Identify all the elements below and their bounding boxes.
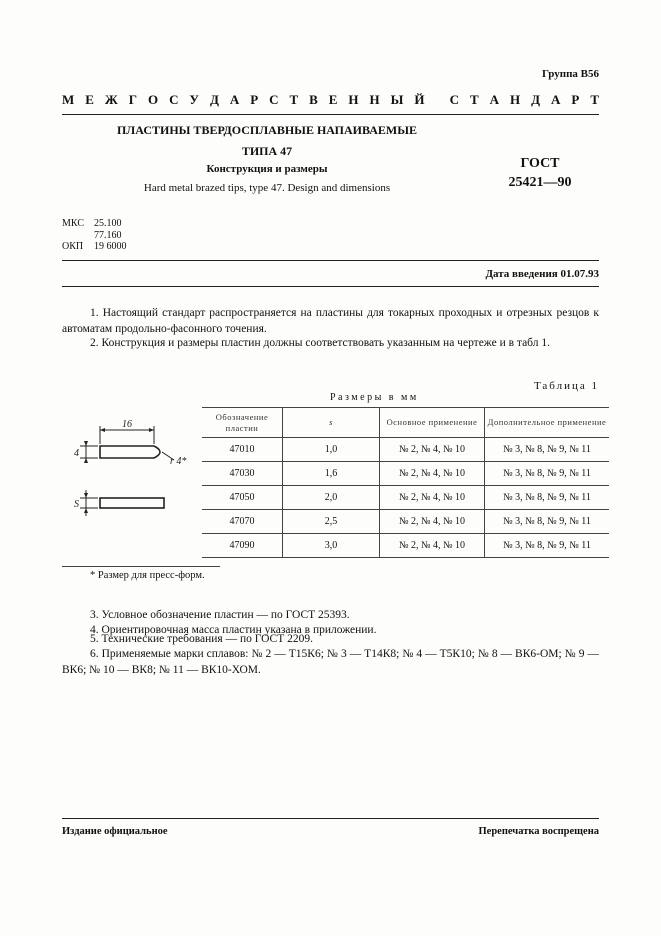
table-cell: № 3, № 8, № 9, № 11	[485, 438, 610, 462]
okp-code: 19 6000	[94, 241, 127, 252]
arrow-head	[84, 508, 88, 513]
table-cell: № 2, № 4, № 10	[380, 438, 485, 462]
table-cell: 47070	[202, 510, 283, 534]
banner-letter: Ж	[104, 92, 118, 107]
banner-letter: С	[269, 92, 279, 107]
table-cell: № 2, № 4, № 10	[380, 510, 485, 534]
document-title-english: Hard metal brazed tips, type 47. Design and dimensions	[143, 182, 391, 194]
document-title-type: ТИПА 47	[241, 144, 293, 158]
paragraph-4: 4. Ориентировочная масса пластин указана в приложении.	[90, 624, 377, 636]
banner-letter: В	[309, 92, 318, 107]
table-cell: № 3, № 8, № 9, № 11	[485, 486, 610, 510]
table-cell: 1,6	[283, 462, 380, 486]
banner-letter: Т	[470, 92, 479, 107]
table-row	[202, 438, 609, 462]
banner-letter: Е	[328, 92, 338, 107]
banner-letter: Е	[85, 92, 94, 107]
document-subtitle: Конструкция и размеры	[206, 163, 328, 175]
banner-letter: Н	[510, 92, 521, 107]
dim-width-label: 4	[74, 448, 79, 459]
table-units: Размеры в мм	[330, 392, 419, 403]
gost-label: ГОСТ	[520, 156, 560, 171]
table-cell: 47050	[202, 486, 283, 510]
banner-letter: А	[551, 92, 561, 107]
banner-letter	[435, 92, 438, 108]
arrow-head	[84, 458, 88, 463]
banner-letter: У	[189, 92, 199, 107]
table-cell: 47090	[202, 534, 283, 558]
dim-thickness-label: S	[74, 499, 79, 510]
table-cell: № 2, № 4, № 10	[380, 534, 485, 558]
okp-label: ОКП	[62, 241, 84, 252]
group-label: Группа В56	[541, 68, 599, 80]
header-designation: Обозначение пластин	[202, 408, 283, 438]
banner-letter: М	[62, 92, 75, 107]
tip-drawing	[62, 416, 197, 526]
table-cell: 2,5	[283, 510, 380, 534]
date-rule	[62, 260, 599, 261]
table-cell: № 2, № 4, № 10	[380, 486, 485, 510]
table-header-row	[202, 408, 609, 438]
classification-codes	[62, 218, 127, 253]
footnote: * Размер для пресс-форм.	[90, 570, 205, 581]
paragraph-1: 1. Настоящий стандарт распространяется на пластины для токарных проходных и отрезных резцов к автоматам продольно-фасонного точения.	[62, 307, 599, 335]
footer-official-edition: Издание официальное	[62, 826, 168, 837]
paragraph-5: 5. Технические требования — по ГОСТ 2209.	[90, 633, 313, 645]
footer-rule	[62, 818, 599, 819]
table-cell: № 2, № 4, № 10	[380, 462, 485, 486]
dim-length-label: 16	[122, 419, 132, 430]
table-row	[202, 486, 609, 510]
table-row	[202, 462, 609, 486]
table-cell: 1,0	[283, 438, 380, 462]
table-cell: № 3, № 8, № 9, № 11	[485, 462, 610, 486]
banner-letter: Ы	[390, 92, 404, 107]
table-cell: № 3, № 8, № 9, № 11	[485, 534, 610, 558]
header-main-use: Основное применение	[380, 408, 485, 438]
banner-letter: Г	[128, 92, 137, 107]
arrow-head	[84, 441, 88, 446]
banner-letter: Д	[531, 92, 541, 107]
footer-reprint-prohibited: Перепечатка воспрещена	[478, 826, 599, 837]
table-cell: 3,0	[283, 534, 380, 558]
banner-letter: Т	[289, 92, 299, 107]
gost-number: 25421—90	[508, 175, 572, 190]
banner-letter: О	[147, 92, 159, 107]
arrow-head	[149, 428, 154, 432]
banner-letter: Р	[571, 92, 580, 107]
banner-letter: Й	[414, 92, 425, 107]
banner-letter: Р	[250, 92, 259, 107]
introduction-date: Дата введения 01.07.93	[485, 268, 599, 280]
document-title: ПЛАСТИНЫ ТВЕРДОСПЛАВНЫЕ НАПАИВАЕМЫЕ	[116, 123, 418, 137]
paragraph-2: 2. Конструкция и размеры пластин должны соответствовать указанным на чертеже и в табл 1.	[90, 337, 550, 349]
table-caption: Таблица 1	[533, 380, 599, 392]
table-row	[202, 510, 609, 534]
arrow-head	[100, 428, 105, 432]
table-row	[202, 534, 609, 558]
dim-radius-label: r 4*	[170, 456, 187, 467]
mks-label: МКС	[62, 218, 84, 229]
arrow-head	[84, 493, 88, 498]
header-extra-use: Дополнительное применение	[485, 408, 610, 438]
table-cell: 2,0	[283, 486, 380, 510]
mks-code: 77.160	[94, 229, 122, 241]
date-rule-bottom	[62, 286, 599, 287]
table-cell: № 3, № 8, № 9, № 11	[485, 510, 610, 534]
banner-letter: С	[449, 92, 460, 107]
banner-letter: С	[169, 92, 179, 107]
banner-letter: А	[229, 92, 240, 107]
tip-top-view	[100, 446, 160, 458]
interstate-standard-banner	[62, 92, 599, 108]
dimensions-table	[202, 407, 609, 558]
table-cell: 47030	[202, 462, 283, 486]
paragraph-3: 3. Условное обозначение пластин — по ГОСТ 25393.	[90, 609, 350, 621]
banner-letter: Т	[590, 92, 599, 107]
banner-letter: Н	[348, 92, 359, 107]
header-s: s	[283, 408, 380, 438]
table-cell: 47010	[202, 438, 283, 462]
footnote-rule	[62, 566, 220, 567]
banner-letter: А	[489, 92, 500, 107]
mks-code: 25.100	[94, 218, 122, 229]
tip-side-view	[100, 498, 164, 508]
banner-letter: Н	[369, 92, 380, 107]
banner-letter: Д	[209, 92, 219, 107]
paragraph-6: 6. Применяемые марки сплавов: № 2 — Т15К6; № 3 — Т14К8; № 4 — Т5К10; № 8 — ВК6-ОМ; № 9 — ВК6; № 10 — ВК8; № 11 — ВК10-ХОМ.	[62, 648, 599, 676]
header-rule	[62, 114, 599, 115]
